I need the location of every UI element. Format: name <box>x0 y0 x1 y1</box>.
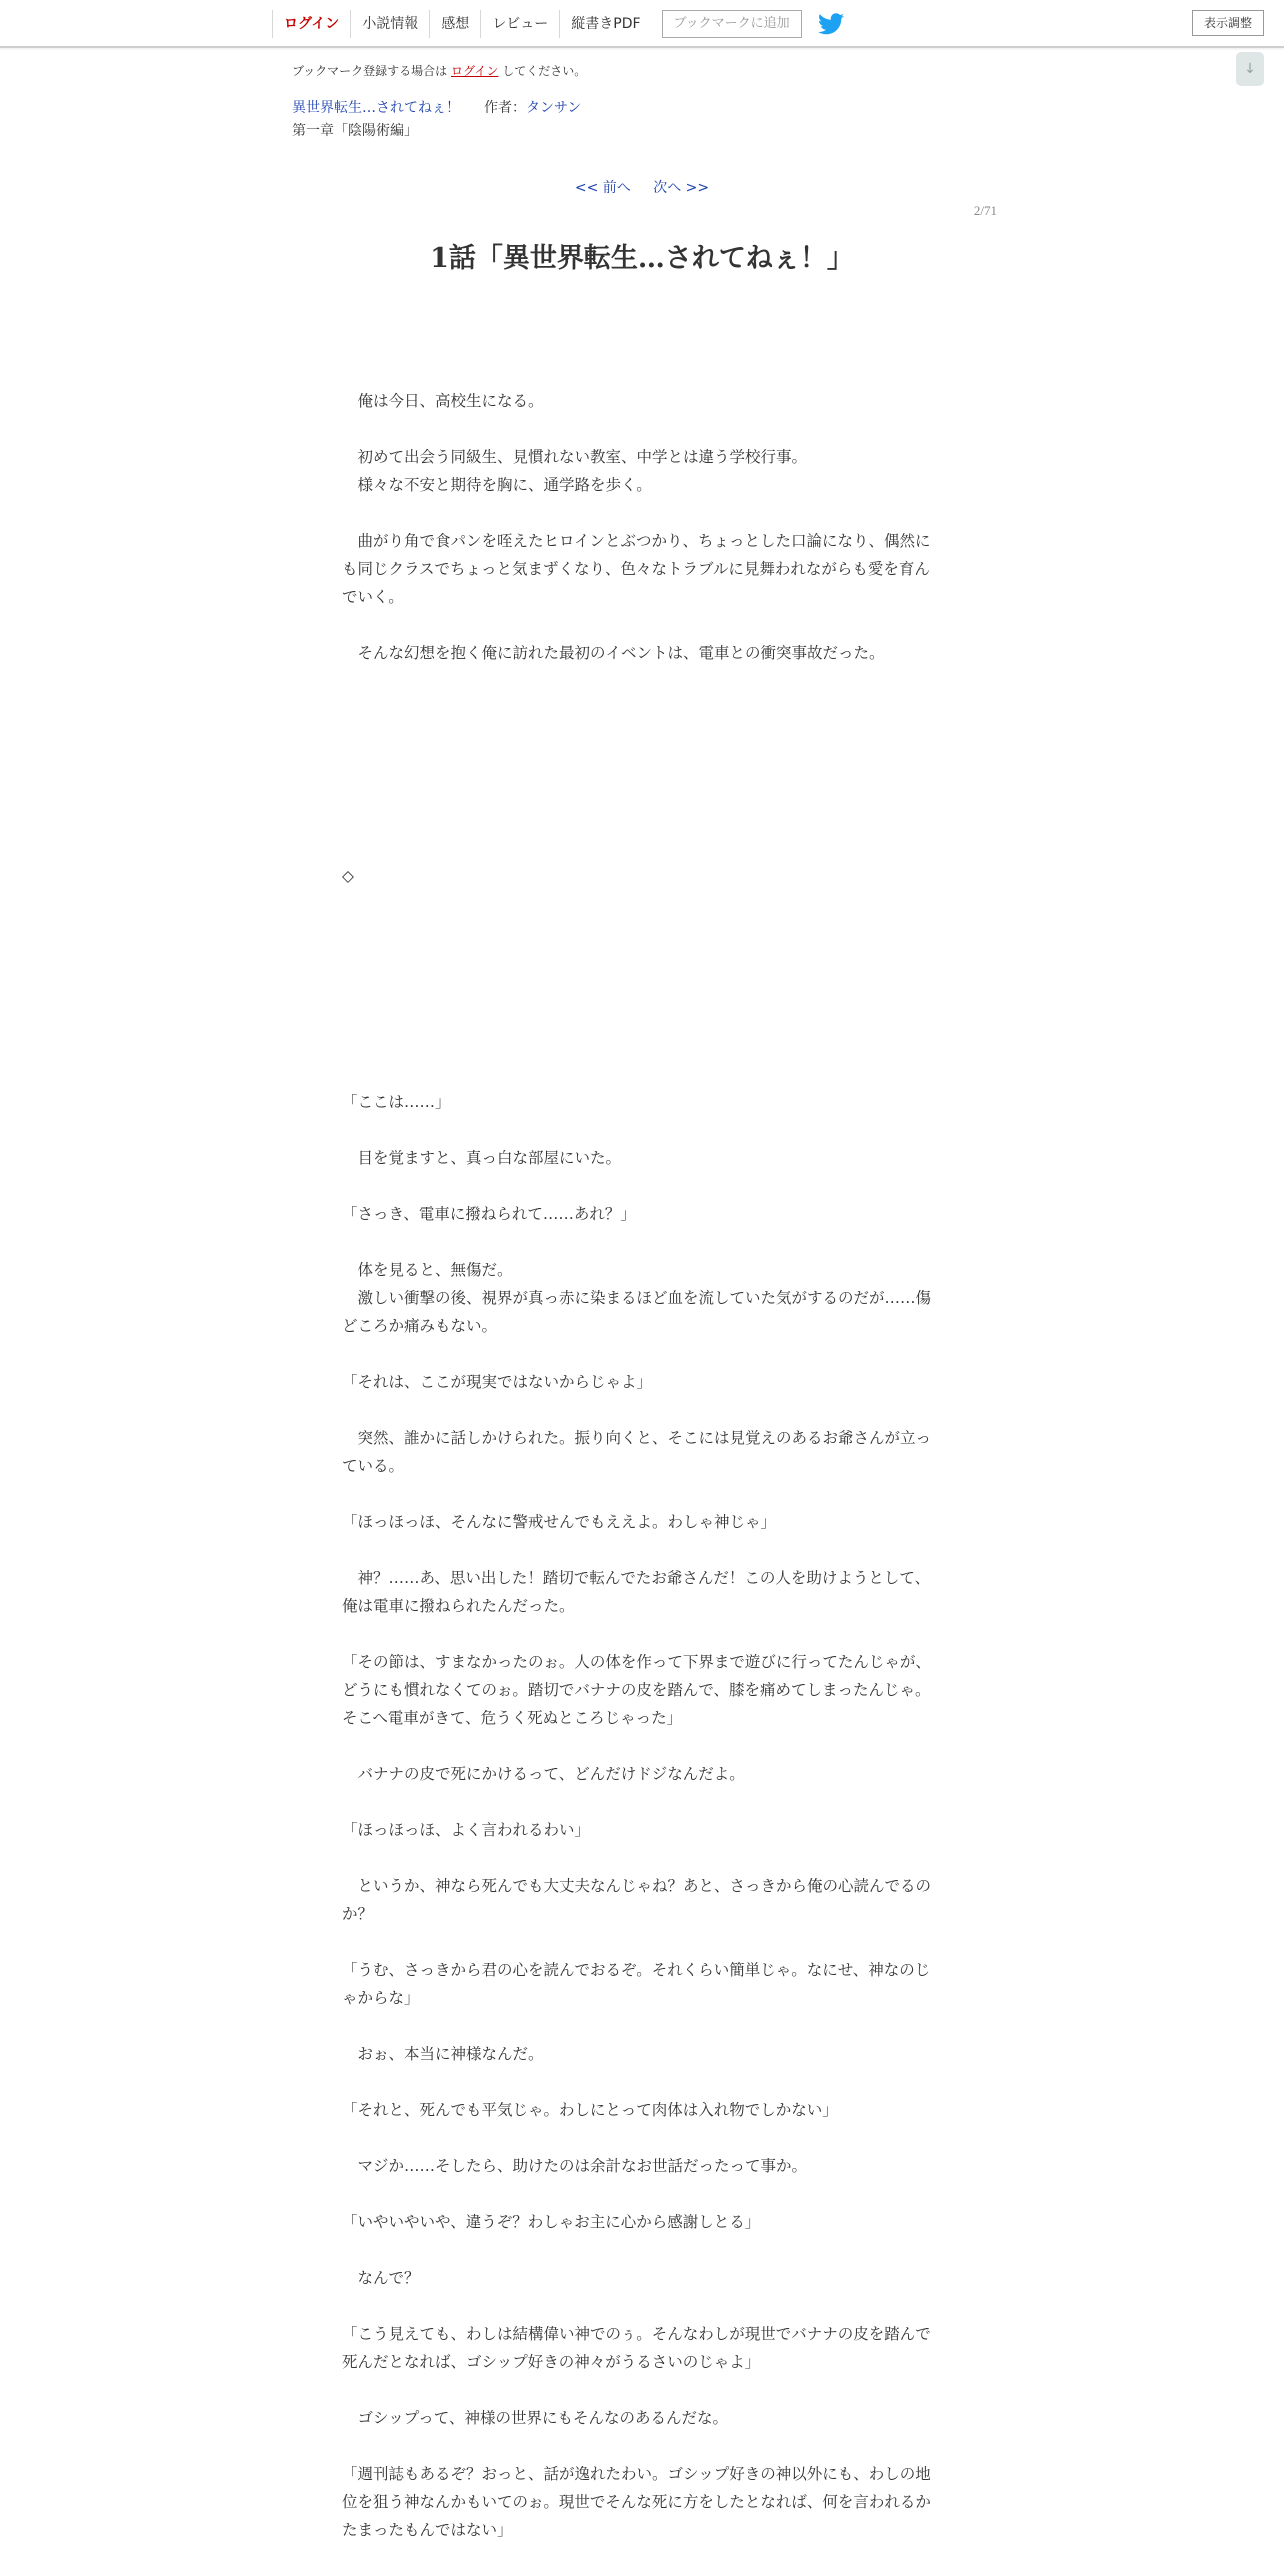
body-paragraph: 初めて出会う同級生、見慣れない教室、中学とは違う学校行事。 様々な不安と期待を胸に、通学路を歩く。 <box>357 448 808 494</box>
review-link[interactable]: レビュー <box>480 10 559 38</box>
body-paragraph: ゴシップって、神様の世界にもそんなのあるんだな。 <box>342 2409 728 2427</box>
body-paragraph: おぉ、本当に神様なんだ。 <box>342 2045 544 2063</box>
body-paragraph: バナナの皮で死にかけるって、どんだけドジなんだよ。 <box>342 1765 745 1783</box>
body-paragraph: そんな幻想を抱く俺に訪れた最初のイベントは、電車との衝突事故だった。 <box>342 644 885 662</box>
vertical-pdf-link[interactable]: 縦書きPDF <box>559 10 651 38</box>
novel-info-link[interactable]: 小説情報 <box>350 10 429 38</box>
body-paragraph: 「さっき、電車に撥ねられて……あれ？」 <box>342 1205 636 1223</box>
nav-menu <box>272 10 844 38</box>
episode-title: 1話「異世界転生…されてねぇ！」 <box>430 243 854 274</box>
body-paragraph: 「ここは……」 <box>342 1093 451 1111</box>
author-line <box>484 97 581 117</box>
display-settings-button[interactable]: 表示調整 <box>1192 10 1264 36</box>
body-paragraph: 体を見ると、無傷だ。 激しい衝撃の後、視界が真っ赤に染まるほど血を流していた気がするのだが……傷どころか痛みもない。 <box>342 1261 932 1335</box>
notice-text-before: ブックマーク登録する場合は <box>292 64 448 78</box>
body-paragraph: 「それと、死んでも平気じゃ。わしにとって肉体は入れ物でしかない」 <box>342 2101 838 2119</box>
page-count: 2/71 <box>973 203 997 218</box>
down-arrow-icon: ↓ <box>1244 61 1256 77</box>
body-paragraph: 曲がり角で食パンを咥えたヒロインとぶつかり、ちょっとした口論になり、偶然にも同じクラスでちょっと気まずくなり、色々なトラブルに見舞われながらも愛を育んでいく。 <box>342 532 931 606</box>
body-paragraph: 「いやいやいや、違うぞ？わしゃお主に心から感謝しとる」 <box>342 2213 761 2231</box>
impressions-link[interactable]: 感想 <box>429 10 480 38</box>
notice-text-after: してください。 <box>502 64 587 78</box>
add-bookmark-button[interactable]: ブックマークに追加 <box>662 10 802 38</box>
chapter-title: 第一章「陰陽術編」 <box>292 123 418 139</box>
top-navigation-bar <box>0 0 1284 48</box>
body-paragraph: 神？……あ、思い出した！踏切で転んでたお爺さんだ！この人を助けようとして、俺は電車に撥ねられたんだった。 <box>342 1569 931 1615</box>
body-paragraph: 「それは、ここが現実ではないからじゃよ」 <box>342 1373 653 1391</box>
body-paragraph: なんで？ <box>342 2269 420 2287</box>
body-paragraph: というか、神なら死んでも大丈夫なんじゃね？あと、さっきから俺の心読んでるのか？ <box>342 1877 932 1923</box>
body-paragraph: 「うむ、さっきから君の心を読んでおるぞ。それくらい簡単じゃ。なにせ、神なのじゃからな」 <box>342 1961 931 2007</box>
scene-divider: ◇ <box>342 867 354 885</box>
author-label: 作者： <box>484 100 526 116</box>
body-paragraph: マジか……そしたら、助けたのは余計なお世話だったって事か。 <box>342 2157 808 2175</box>
login-link[interactable]: ログイン <box>272 10 350 38</box>
body-paragraph: 目を覚ますと、真っ白な部屋にいた。 <box>342 1149 622 1167</box>
scroll-down-button[interactable] <box>1236 52 1264 86</box>
body-paragraph: 「ほっほっほ、そんなに警戒せんでもええよ。わしゃ神じゃ」 <box>342 1513 777 1531</box>
body-paragraph: 突然、誰かに話しかけられた。振り向くと、そこには見覚えのあるお爺さんが立っている。 <box>342 1429 932 1475</box>
body-paragraph: 「ほっほっほ、よく言われるわい」 <box>342 1821 591 1839</box>
body-paragraph: 俺は今日、高校生になる。 <box>342 392 544 410</box>
body-paragraph: 「週刊誌もあるぞ？おっと、話が逸れたわい。ゴシップ好きの神以外にも、わしの地位を狙う神なんかもいてのぉ。現世でそんな死に方をしたとなれば、何を言われるかたまったもんではない」 <box>342 2465 931 2539</box>
prev-page-link[interactable]: << 前へ <box>574 180 631 196</box>
body-paragraph: 「その節は、すまなかったのぉ。人の体を作って下界まで遊びに行ってたんじゃが、どうにも慣れなくてのぉ。踏切でバナナの皮を踏んで、膝を痛めてしまったんじゃ。そこへ電車がきて、危うく死ぬところじゃった」 <box>342 1653 931 1727</box>
body-paragraph: 「こう見えても、わしは結構偉い神でのぅ。そんなわしが現世でバナナの皮を踏んで死んだとなれば、ゴシップ好きの神々がうるさいのじゃよ」 <box>342 2325 931 2371</box>
chapter-pager <box>0 177 1284 197</box>
twitter-share-button[interactable] <box>818 13 844 35</box>
novel-title-link[interactable]: 異世界転生…されてねぇ！ <box>292 100 460 116</box>
twitter-bird-icon <box>818 13 844 35</box>
next-page-link[interactable]: 次へ >> <box>653 180 710 196</box>
author-name-link[interactable]: タンサン <box>526 100 582 116</box>
bookmark-login-notice <box>292 62 586 79</box>
notice-login-link[interactable]: ログイン <box>451 64 499 78</box>
